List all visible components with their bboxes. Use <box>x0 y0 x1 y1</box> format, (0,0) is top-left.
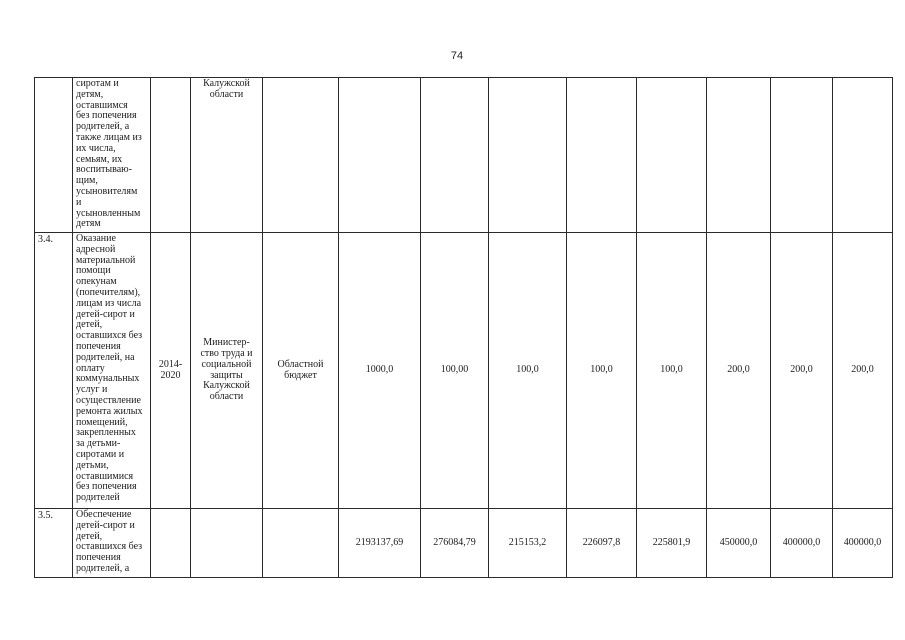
value-cell-7: 200,0 <box>771 233 833 509</box>
table-row <box>35 233 893 509</box>
value-cell-6: 450000,0 <box>707 509 771 578</box>
value-cell-4: 226097,8 <box>567 509 637 578</box>
table-row <box>35 78 893 233</box>
program-table <box>34 77 893 578</box>
item-number-cell: 3.5. <box>35 509 73 578</box>
source-cell: Областной бюджет <box>263 233 339 509</box>
page-number: 74 <box>450 50 464 62</box>
value-cell-4 <box>567 78 637 233</box>
period-cell <box>151 78 191 233</box>
value-cell-7: 400000,0 <box>771 509 833 578</box>
value-cell-8: 400000,0 <box>833 509 893 578</box>
value-cell-5: 100,0 <box>637 233 707 509</box>
value-cell-3 <box>489 78 567 233</box>
table-row <box>35 509 893 578</box>
source-cell <box>263 78 339 233</box>
value-cell-2 <box>421 78 489 233</box>
value-cell-3: 215153,2 <box>489 509 567 578</box>
value-cell-1: 1000,0 <box>339 233 421 509</box>
value-cell-7 <box>771 78 833 233</box>
value-cell-5: 225801,9 <box>637 509 707 578</box>
value-cell-8: 200,0 <box>833 233 893 509</box>
value-cell-5 <box>637 78 707 233</box>
value-cell-6 <box>707 78 771 233</box>
value-cell-2: 100,00 <box>421 233 489 509</box>
executor-cell: Калужской области <box>191 78 263 233</box>
value-cell-1: 2193137,69 <box>339 509 421 578</box>
period-cell <box>151 509 191 578</box>
executor-cell: Министер- ство труда и социальной защиты Калужской области <box>191 233 263 509</box>
executor-cell <box>191 509 263 578</box>
value-cell-4: 100,0 <box>567 233 637 509</box>
item-number-cell <box>35 78 73 233</box>
description-cell: Обеспечение детей-сирот и детей, оставшихся без попечения родителей, а <box>73 509 151 578</box>
source-cell <box>263 509 339 578</box>
description-cell: сиротам и детям, оставшимся без попечения родителей, а также лицам из их числа, семьям, их воспитываю- щим, усыновителям и усыновленным детям <box>73 78 151 233</box>
value-cell-6: 200,0 <box>707 233 771 509</box>
value-cell-3: 100,0 <box>489 233 567 509</box>
value-cell-1 <box>339 78 421 233</box>
value-cell-8 <box>833 78 893 233</box>
period-cell: 2014- 2020 <box>151 233 191 509</box>
item-number-cell: 3.4. <box>35 233 73 509</box>
description-cell: Оказание адресной материальной помощи опекунам (попечителям), лицам из числа детей-сирот и детей, оставшихся без попечения родителей, на оплату коммунальных услуг и осуществление ремонта жилых помещений, закрепленных за детьми- сиротами и детьми, оставшимися без попечения родителей <box>73 233 151 509</box>
value-cell-2: 276084,79 <box>421 509 489 578</box>
